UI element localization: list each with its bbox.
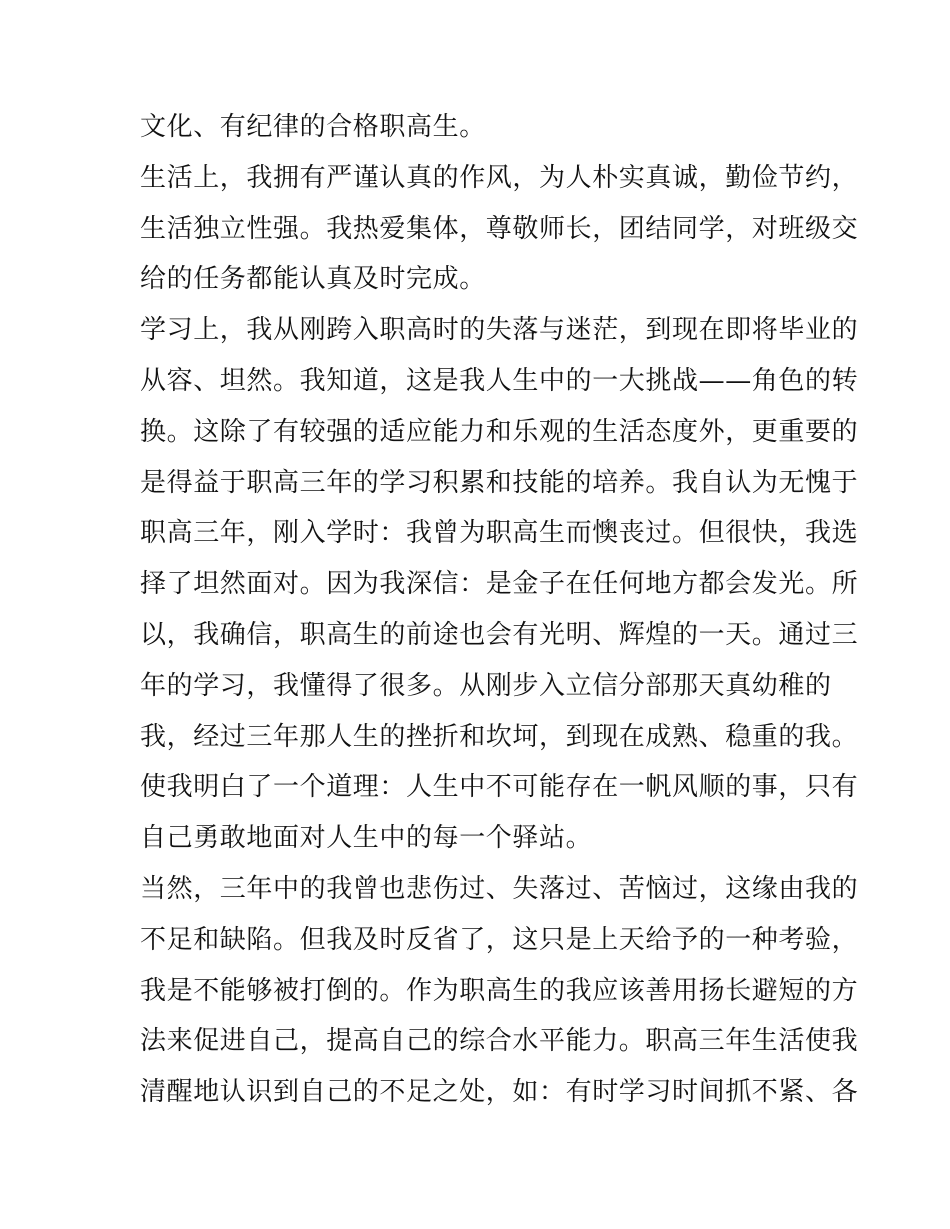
text-line: 学习上，我从刚跨入职高时的失落与迷茫，到现在即将毕业的 [140, 315, 859, 346]
document-page [140, 102, 859, 1118]
text-line: 择了坦然面对。因为我深信：是金子在任何地方都会发光。所 [140, 569, 859, 600]
text-line: 年的学习，我懂得了很多。从刚步入立信分部那天真幼稚的 [140, 670, 832, 701]
text-line: 使我明白了一个道理：人生中不可能存在一帆风顺的事，只有 [140, 772, 859, 803]
text-line: 换。这除了有较强的适应能力和乐观的生活态度外，更重要的 [140, 416, 859, 447]
text-line: 以，我确信，职高生的前途也会有光明、辉煌的一天。通过三 [140, 619, 859, 650]
text-line: 我是不能够被打倒的。作为职高生的我应该善用扬长避短的方 [140, 975, 859, 1006]
text-line: 我，经过三年那人生的挫折和坎坷，到现在成熟、稳重的我。 [140, 721, 859, 752]
text-line: 自己勇敢地面对人生中的每一个驿站。 [140, 823, 593, 854]
text-line: 给的任务都能认真及时完成。 [140, 264, 486, 295]
text-line: 文化、有纪律的合格职高生。 [140, 112, 486, 142]
text-line: 从容、坦然。我知道，这是我人生中的一大挑战——角色的转 [140, 365, 859, 396]
text-line: 清醒地认识到自己的不足之处，如：有时学习时间抓不紧、各 [140, 1077, 859, 1108]
text-line: 不足和缺陷。但我及时反省了，这只是上天给予的一种考验， [140, 924, 859, 955]
text-line: 法来促进自己，提高自己的综合水平能力。职高三年生活使我 [140, 1026, 859, 1057]
text-line: 当然，三年中的我曾也悲伤过、失落过、苦恼过，这缘由我的 [140, 873, 859, 904]
text-line: 职高三年，刚入学时：我曾为职高生而懊丧过。但很快，我选 [140, 518, 859, 549]
text-line: 生活上，我拥有严谨认真的作风，为人朴实真诚，勤俭节约， [140, 162, 859, 193]
text-line: 生活独立性强。我热爱集体，尊敬师长，团结同学，对班级交 [140, 213, 859, 244]
text-line: 是得益于职高三年的学习积累和技能的培养。我自认为无愧于 [140, 467, 859, 498]
